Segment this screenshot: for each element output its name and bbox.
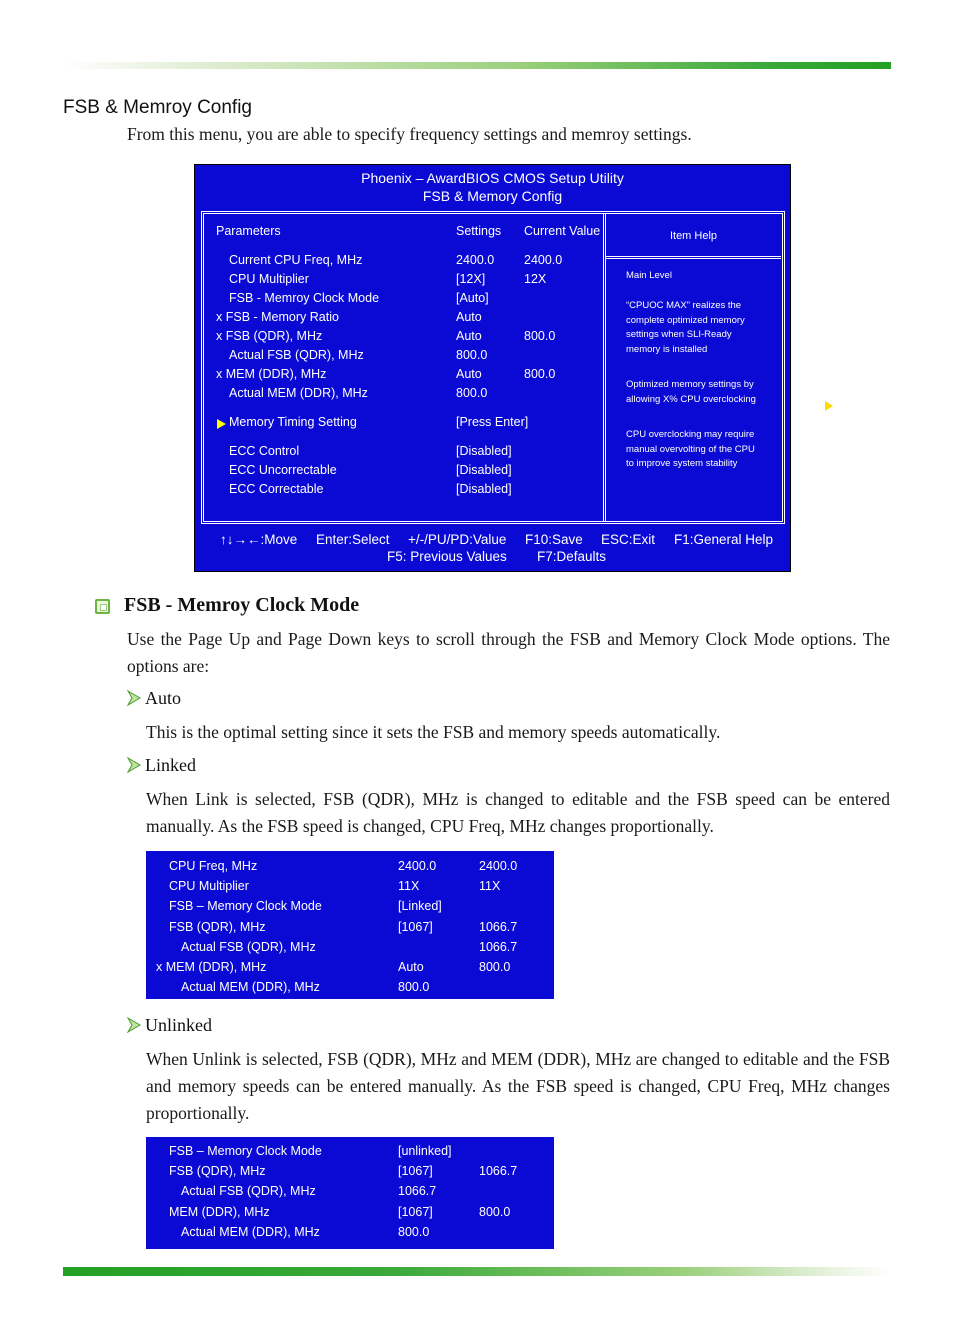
help-paragraph-2: Optimized memory settings by allowing X% CPU overclocking — [626, 379, 756, 405]
chevron-right-icon — [127, 690, 141, 706]
mini-row-label: Actual MEM (DDR), MHz — [181, 1224, 320, 1239]
mini-row-setting: 2400.0 — [398, 859, 437, 873]
bios-row-setting[interactable]: [Press Enter] — [456, 415, 529, 429]
mini-row-current: 800.0 — [479, 1204, 511, 1219]
bios-row-setting[interactable]: [Disabled] — [456, 482, 512, 496]
bios-row-setting[interactable]: [12X] — [456, 272, 486, 286]
mini-row-label: x MEM (DDR), MHz — [156, 960, 267, 974]
footer-defaults: F7:Defaults — [537, 549, 607, 564]
option-unlinked-text: When Unlink is selected, FSB (QDR), MHz and MEM (DDR), MHz are changed to editable and the FSB and memory speeds can be entered manually. As the FSB speed is changed, CPU Freq, MHz changes proportionally. — [146, 1049, 890, 1123]
option-linked-text: When Link is selected, FSB (QDR), MHz is changed to editable and the FSB speed can be entered manually. As the FSB speed is changed, CPU Freq, MHz changes proportionally. — [146, 789, 890, 836]
chevron-right-icon — [127, 757, 141, 773]
mini-row-label: FSB (QDR), MHz — [169, 1164, 266, 1179]
bios-row-label[interactable]: x FSB (QDR), MHz — [216, 329, 323, 343]
bios-row-setting[interactable]: 800.0 — [456, 386, 488, 400]
item-help-title: Item Help — [669, 230, 718, 242]
mini-row-label: Actual FSB (QDR), MHz — [181, 1184, 316, 1199]
mini-row-setting: 800.0 — [398, 980, 430, 995]
bios-row-current: 800.0 — [524, 367, 556, 381]
help-paragraph-3: CPU overclocking may require manual overvolting of the CPU to improve system stability — [626, 429, 755, 470]
header-rule — [63, 62, 891, 69]
mini-row-current: 11X — [479, 879, 501, 894]
mini-row-setting: [1067] — [398, 1204, 433, 1219]
mini-row-setting: [1067] — [398, 919, 433, 934]
bios-row-label[interactable]: CPU Multiplier — [229, 272, 309, 286]
intro-paragraph: From this menu, you are able to specify frequency settings and memroy settings. — [127, 124, 692, 144]
mini-row-setting: Auto — [398, 960, 424, 974]
mini-row-label: FSB – Memory Clock Mode — [169, 899, 322, 914]
bios-subtitle: FSB & Memory Config — [422, 188, 563, 204]
col-header-current: Current Value — [524, 224, 601, 238]
clock-mode-description: Use the Page Up and Page Down keys to scroll through the FSB and Memory Clock Mode options. The options are: — [127, 629, 890, 676]
chevron-right-icon — [127, 1017, 141, 1033]
mini-row-label: CPU Freq, MHz — [169, 859, 258, 873]
bios-row-current: 800.0 — [524, 329, 556, 343]
mini-row-current: 1066.7 — [479, 919, 518, 934]
bios-row-label[interactable]: Current CPU Freq, MHz — [229, 253, 363, 267]
col-header-settings: Settings — [456, 224, 502, 238]
footer-rule — [63, 1267, 891, 1276]
mini-row-setting: 11X — [398, 879, 420, 894]
footer-save: F10:Save — [525, 532, 583, 547]
mini-row-label: FSB – Memory Clock Mode — [169, 1144, 322, 1158]
mini-row-setting: 800.0 — [398, 1224, 430, 1239]
mini-row-label: FSB (QDR), MHz — [169, 919, 266, 934]
linked-bios-table — [146, 851, 554, 999]
col-header-parameters: Parameters — [216, 224, 281, 238]
mini-row-setting: [Linked] — [398, 899, 442, 914]
option-auto — [127, 688, 181, 709]
mini-row-label: Actual MEM (DDR), MHz — [181, 980, 320, 995]
bios-row-label[interactable]: x FSB - Memory Ratio — [216, 310, 339, 324]
mini-row-current: 1066.7 — [479, 939, 518, 954]
bios-row-label[interactable]: Actual FSB (QDR), MHz — [229, 348, 364, 362]
footer-select: Enter:Select — [316, 532, 390, 547]
option-unlinked — [127, 1015, 212, 1036]
bios-row-label[interactable]: FSB - Memroy Clock Mode — [229, 291, 380, 305]
mini-row-setting: [1067] — [398, 1164, 433, 1179]
footer-move: ↑↓→←:Move — [220, 532, 298, 547]
mini-row-current: 800.0 — [479, 960, 511, 974]
footer-exit: ESC:Exit — [601, 532, 656, 547]
mini-row-label: CPU Multiplier — [169, 879, 249, 894]
bios-row-label[interactable]: ECC Control — [229, 444, 300, 458]
help-level: Main Level — [626, 270, 672, 281]
mini-row-setting: [unlinked] — [398, 1144, 452, 1158]
bios-row-current: 2400.0 — [524, 253, 563, 267]
submenu-arrow-icon — [217, 419, 226, 429]
clock-mode-heading: FSB - Memroy Clock Mode — [124, 594, 360, 616]
bios-row-current: 12X — [524, 272, 547, 286]
mini-row-label: Actual FSB (QDR), MHz — [181, 939, 316, 954]
option-auto-text: This is the optimal setting since it sets the FSB and memory speeds automatically. — [146, 722, 721, 742]
mini-row-label: MEM (DDR), MHz — [169, 1204, 270, 1219]
bios-row-setting[interactable]: [Disabled] — [456, 444, 512, 458]
footer-help: F1:General Help — [674, 532, 774, 547]
unlinked-bios-table — [146, 1137, 554, 1249]
mini-row-current: 2400.0 — [479, 859, 518, 873]
bios-row-label[interactable]: ECC Correctable — [229, 482, 324, 496]
bios-row-setting[interactable]: 800.0 — [456, 348, 488, 362]
help-divider — [606, 256, 781, 259]
help-paragraph-1: “CPUOC MAX” realizes the complete optimized memory settings when SLI-Ready memory is installed — [626, 300, 745, 355]
footer-previous: F5: Previous Values — [387, 549, 507, 564]
bios-row-label[interactable]: ECC Uncorrectable — [229, 463, 337, 477]
option-auto-label: Auto — [145, 688, 181, 708]
bios-row-setting[interactable]: Auto — [456, 329, 482, 343]
bios-row-label[interactable]: Actual MEM (DDR), MHz — [229, 386, 368, 400]
bios-title: Phoenix – AwardBIOS CMOS Setup Utility — [361, 170, 624, 186]
section-title: FSB & Memroy Config — [63, 97, 252, 118]
checkbox-icon — [95, 599, 110, 614]
bios-row-setting[interactable]: Auto — [456, 367, 482, 381]
bios-row-setting[interactable]: 2400.0 — [456, 253, 495, 267]
bios-row-setting[interactable]: [Auto] — [456, 291, 489, 305]
bios-divider — [603, 213, 606, 521]
bios-row-setting[interactable]: Auto — [456, 310, 482, 324]
footer-value: +/-/PU/PD:Value — [408, 532, 507, 547]
bios-screen — [194, 164, 791, 572]
bios-row-label[interactable]: Memory Timing Setting — [229, 415, 357, 429]
option-linked-label: Linked — [145, 755, 196, 775]
option-linked — [127, 755, 196, 776]
side-arrow-icon — [825, 401, 833, 411]
option-unlinked-label: Unlinked — [145, 1015, 212, 1035]
bios-row-setting[interactable]: [Disabled] — [456, 463, 512, 477]
mini-row-current: 1066.7 — [479, 1164, 518, 1179]
mini-row-setting: 1066.7 — [398, 1184, 437, 1199]
bios-row-label[interactable]: x MEM (DDR), MHz — [216, 367, 327, 381]
